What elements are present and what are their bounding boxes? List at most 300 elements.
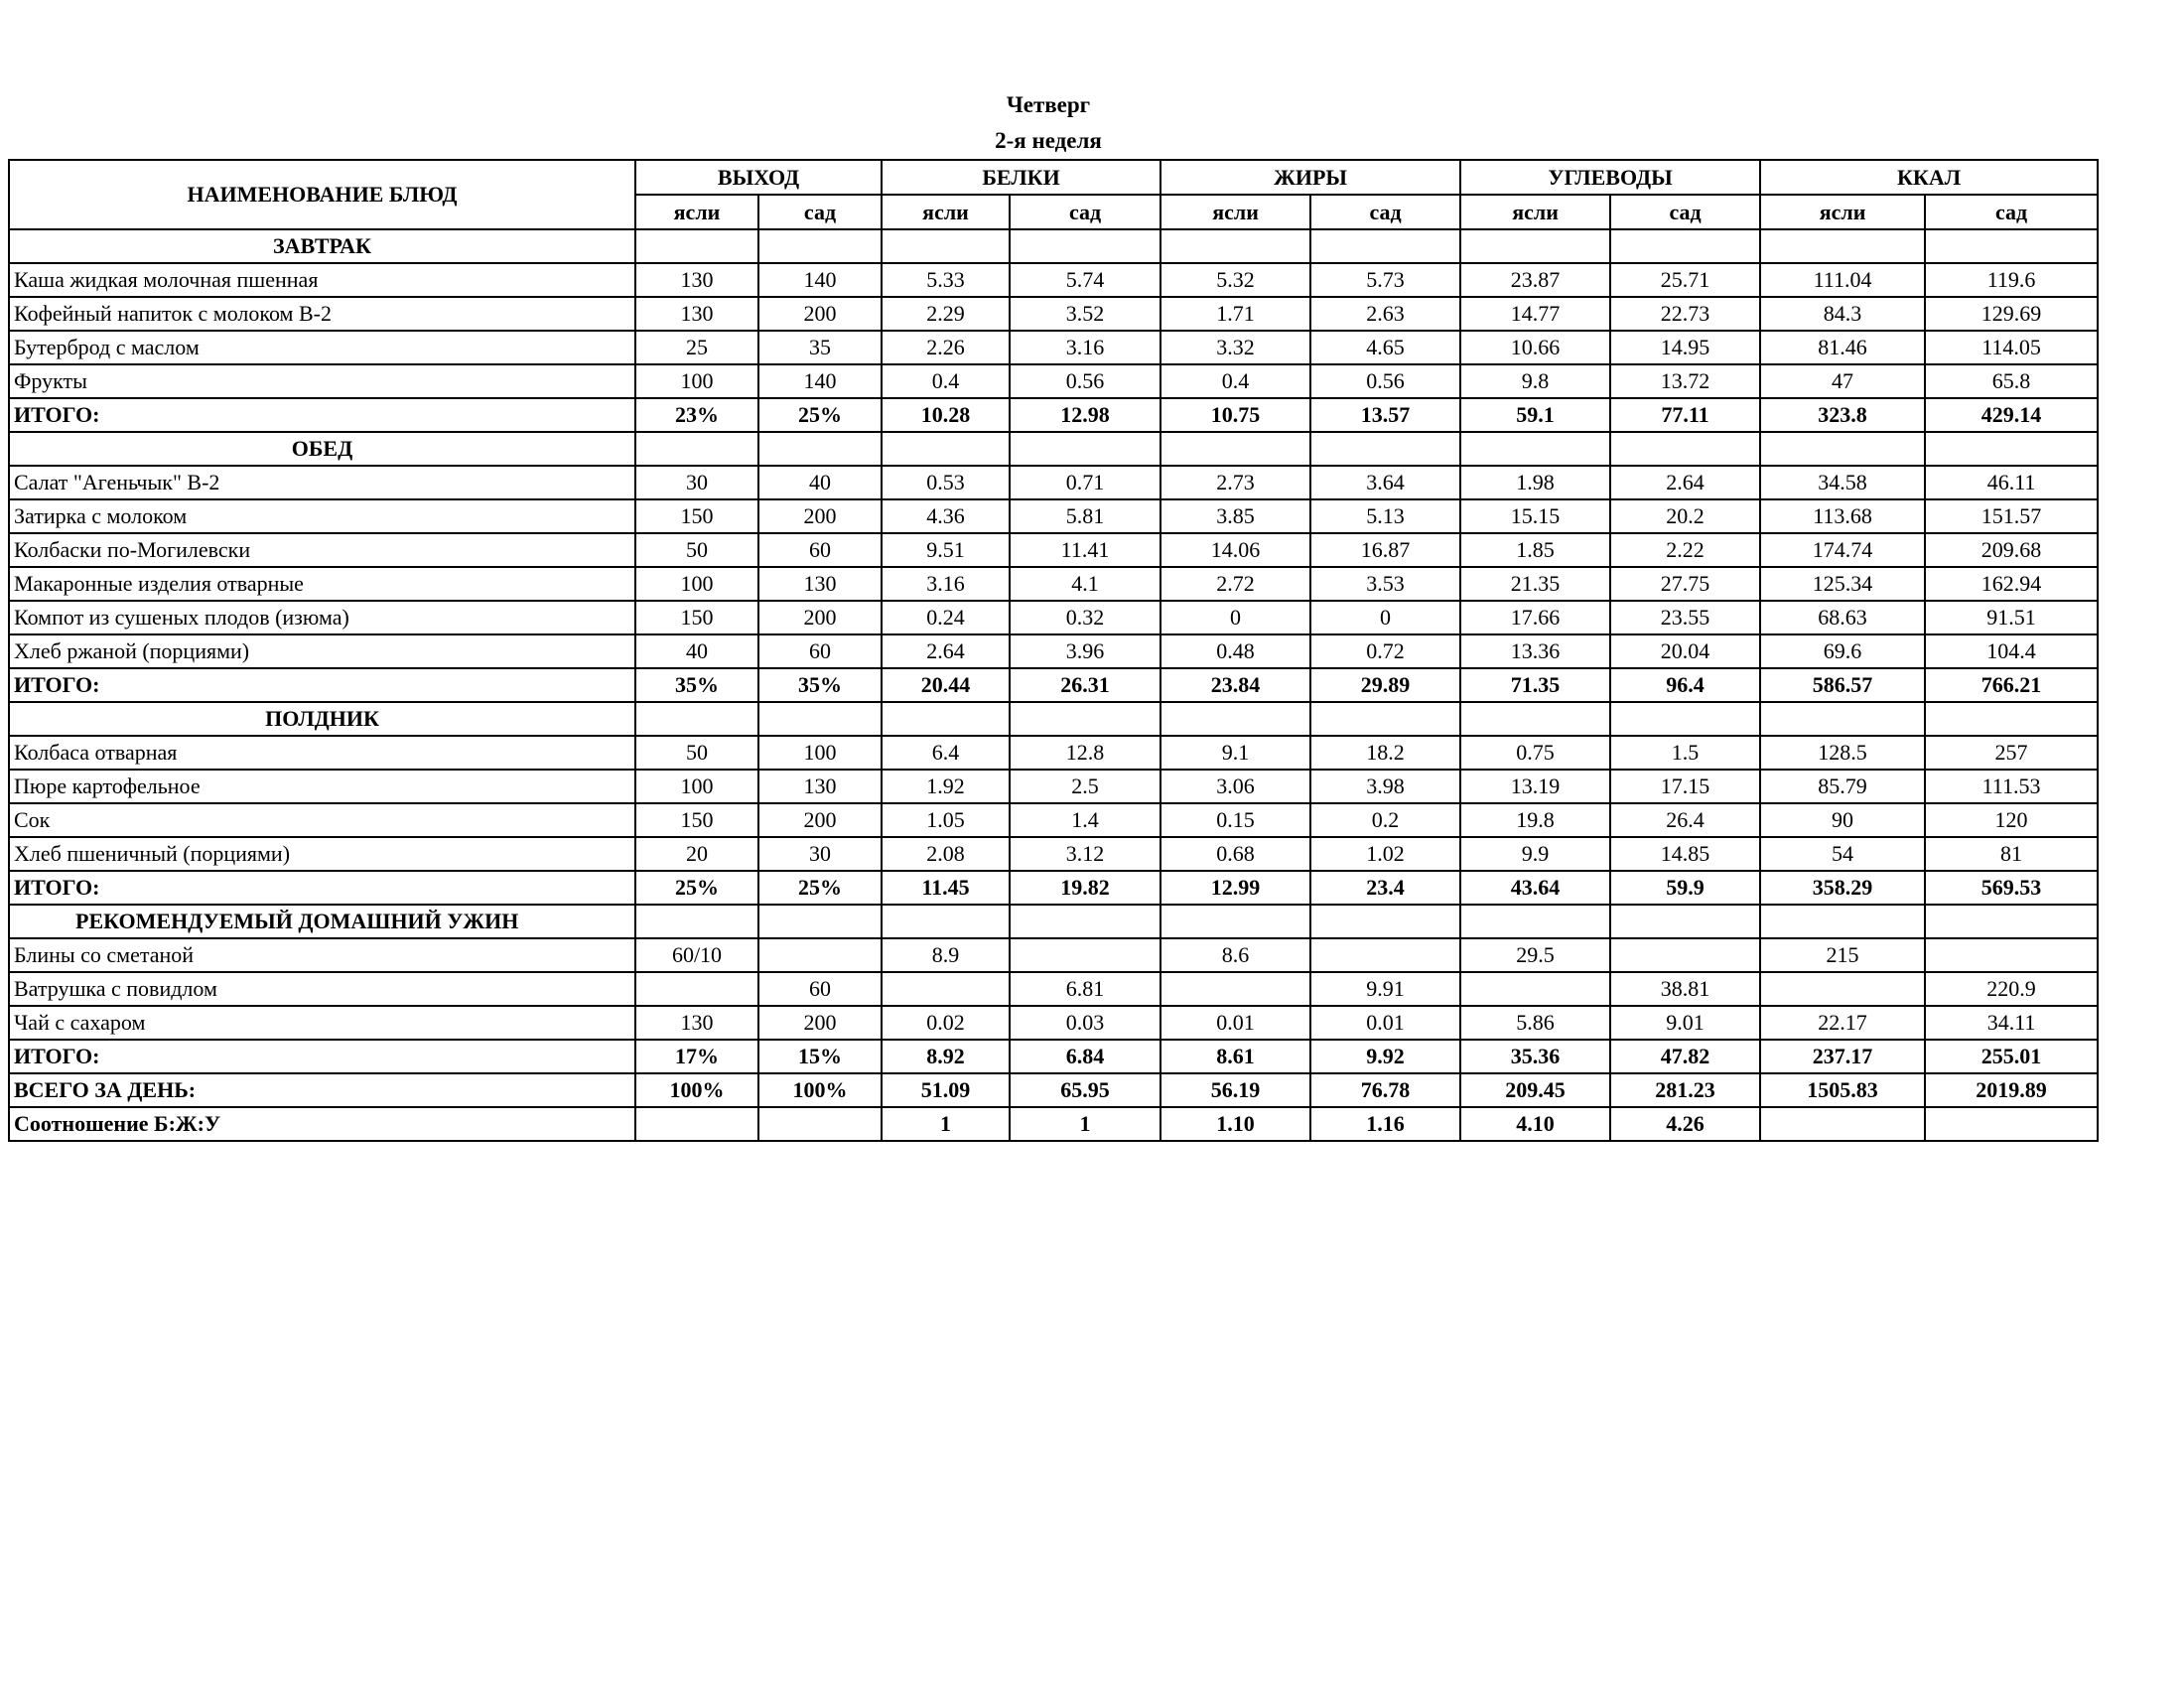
value-cell: 50 [635,533,758,567]
value-cell: 13.72 [1610,364,1760,398]
dish-row [9,803,2098,837]
value-cell: 0.4 [882,364,1010,398]
row-label: ИТОГО: [9,1040,635,1073]
section-header-row [9,229,2098,263]
value-cell: 257 [1925,736,2098,770]
empty-cell [1610,432,1760,466]
dish-row [9,601,2098,634]
value-cell: 323.8 [1760,398,1925,432]
kindergarten-subheader: сад [1010,195,1160,229]
value-cell: 111.04 [1760,263,1925,297]
empty-cell [1160,905,1310,938]
empty-cell [1310,905,1460,938]
value-cell: 21.35 [1460,567,1610,601]
value-cell [758,938,882,972]
value-cell: 54 [1760,837,1925,871]
nursery-subheader: ясли [635,195,758,229]
value-cell: 5.81 [1010,499,1160,533]
dish-name: Кофейный напиток с молоком В-2 [9,297,635,331]
day-title: Четверг [1006,92,1091,117]
value-cell: 0 [1310,601,1460,634]
value-cell: 4.65 [1310,331,1460,364]
value-cell: 4.36 [882,499,1010,533]
value-cell: 130 [758,770,882,803]
value-cell: 43.64 [1460,871,1610,905]
value-cell: 0.53 [882,466,1010,499]
row-label: ИТОГО: [9,871,635,905]
value-cell: 35% [758,668,882,702]
dish-column-header: НАИМЕНОВАНИЕ БЛЮД [9,160,635,229]
empty-cell [1925,702,2098,736]
value-cell: 40 [758,466,882,499]
empty-cell [635,432,758,466]
value-cell: 237.17 [1760,1040,1925,1073]
value-cell: 6.81 [1010,972,1160,1006]
value-cell: 5.73 [1310,263,1460,297]
week-title: 2-я неделя [995,128,1102,153]
section-title: ПОЛДНИК [9,702,635,736]
value-cell: 1.4 [1010,803,1160,837]
value-cell: 2.5 [1010,770,1160,803]
value-cell: 60 [758,972,882,1006]
value-cell: 1.5 [1610,736,1760,770]
value-cell: 215 [1760,938,1925,972]
value-cell: 0.68 [1160,837,1310,871]
row-label: ИТОГО: [9,398,635,432]
value-cell: 8.61 [1160,1040,1310,1073]
value-cell: 200 [758,499,882,533]
dish-name: Пюре картофельное [9,770,635,803]
value-cell: 26.31 [1010,668,1160,702]
empty-cell [882,702,1010,736]
value-cell: 150 [635,803,758,837]
dish-name: Сок [9,803,635,837]
value-cell: 119.6 [1925,263,2098,297]
value-cell: 9.91 [1310,972,1460,1006]
kindergarten-subheader: сад [1925,195,2098,229]
value-cell: 200 [758,803,882,837]
value-cell: 150 [635,499,758,533]
value-cell: 3.52 [1010,297,1160,331]
value-cell: 766.21 [1925,668,2098,702]
value-cell: 20 [635,837,758,871]
value-cell: 76.78 [1310,1073,1460,1107]
dish-row [9,938,2098,972]
value-cell: 0.02 [882,1006,1010,1040]
value-cell: 27.75 [1610,567,1760,601]
value-cell: 14.77 [1460,297,1610,331]
kindergarten-subheader: сад [758,195,882,229]
dish-row [9,331,2098,364]
value-cell: 3.98 [1310,770,1460,803]
value-cell: 2.63 [1310,297,1460,331]
value-cell: 220.9 [1925,972,2098,1006]
value-cell: 586.57 [1760,668,1925,702]
empty-cell [1010,702,1160,736]
value-cell: 10.75 [1160,398,1310,432]
empty-cell [882,432,1010,466]
value-cell: 100% [635,1073,758,1107]
value-cell: 3.64 [1310,466,1460,499]
nursery-subheader: ясли [1460,195,1610,229]
value-cell: 0.56 [1010,364,1160,398]
proteins-group-header: БЕЛКИ [882,160,1160,195]
value-cell: 23.4 [1310,871,1460,905]
dish-row [9,1006,2098,1040]
nursery-subheader: ясли [882,195,1010,229]
value-cell: 15% [758,1040,882,1073]
value-cell: 60 [758,634,882,668]
header-row-groups [9,160,2098,195]
value-cell: 200 [758,297,882,331]
value-cell: 11.41 [1010,533,1160,567]
value-cell: 3.06 [1160,770,1310,803]
empty-cell [1610,702,1760,736]
dish-row [9,364,2098,398]
value-cell: 77.11 [1610,398,1760,432]
value-cell: 2.73 [1160,466,1310,499]
value-cell: 1 [882,1107,1010,1141]
value-cell: 81.46 [1760,331,1925,364]
dish-row [9,770,2098,803]
value-cell: 1505.83 [1760,1073,1925,1107]
kindergarten-subheader: сад [1310,195,1460,229]
dish-row [9,634,2098,668]
value-cell: 22.73 [1610,297,1760,331]
value-cell: 60/10 [635,938,758,972]
value-cell: 4.10 [1460,1107,1610,1141]
value-cell: 15.15 [1460,499,1610,533]
fats-group-header: ЖИРЫ [1160,160,1460,195]
value-cell [1460,972,1610,1006]
value-cell: 9.1 [1160,736,1310,770]
value-cell: 23.87 [1460,263,1610,297]
value-cell: 129.69 [1925,297,2098,331]
value-cell: 0.48 [1160,634,1310,668]
section-total-row [9,398,2098,432]
value-cell: 91.51 [1925,601,2098,634]
value-cell: 104.4 [1925,634,2098,668]
value-cell: 10.66 [1460,331,1610,364]
value-cell: 34.11 [1925,1006,2098,1040]
value-cell: 46.11 [1925,466,2098,499]
value-cell: 255.01 [1925,1040,2098,1073]
value-cell: 18.2 [1310,736,1460,770]
empty-cell [1760,432,1925,466]
value-cell: 1.98 [1460,466,1610,499]
value-cell: 0.2 [1310,803,1460,837]
empty-cell [1925,432,2098,466]
value-cell: 50 [635,736,758,770]
value-cell: 68.63 [1760,601,1925,634]
value-cell: 23.55 [1610,601,1760,634]
value-cell: 20.44 [882,668,1010,702]
empty-cell [1310,229,1460,263]
dish-name: Салат "Агеньчык" В-2 [9,466,635,499]
value-cell: 2.64 [882,634,1010,668]
value-cell: 100 [758,736,882,770]
empty-cell [758,702,882,736]
value-cell: 12.8 [1010,736,1160,770]
value-cell: 25% [758,871,882,905]
value-cell: 17% [635,1040,758,1073]
value-cell: 100 [635,567,758,601]
output-group-header: ВЫХОД [635,160,882,195]
value-cell: 9.92 [1310,1040,1460,1073]
value-cell: 1 [1010,1107,1160,1141]
value-cell: 100 [635,364,758,398]
value-cell: 69.6 [1760,634,1925,668]
value-cell: 12.99 [1160,871,1310,905]
empty-cell [1460,229,1610,263]
value-cell: 3.12 [1010,837,1160,871]
dish-row [9,263,2098,297]
value-cell [635,1107,758,1141]
value-cell: 130 [758,567,882,601]
value-cell: 20.2 [1610,499,1760,533]
document-title [0,87,2097,159]
value-cell: 174.74 [1760,533,1925,567]
value-cell: 29.5 [1460,938,1610,972]
value-cell: 6.4 [882,736,1010,770]
value-cell: 162.94 [1925,567,2098,601]
dish-name: Чай с сахаром [9,1006,635,1040]
empty-cell [1610,229,1760,263]
value-cell: 25% [635,871,758,905]
empty-cell [1460,702,1610,736]
value-cell: 8.92 [882,1040,1010,1073]
menu-body [9,229,2098,1141]
value-cell: 5.86 [1460,1006,1610,1040]
nursery-subheader: ясли [1160,195,1310,229]
value-cell: 200 [758,1006,882,1040]
value-cell: 358.29 [1760,871,1925,905]
value-cell: 209.68 [1925,533,2098,567]
value-cell: 130 [635,263,758,297]
value-cell: 16.87 [1310,533,1460,567]
section-header-row [9,702,2098,736]
empty-cell [1160,432,1310,466]
empty-cell [1460,905,1610,938]
value-cell: 13.57 [1310,398,1460,432]
section-title: ЗАВТРАК [9,229,635,263]
dish-name: Бутерброд с маслом [9,331,635,364]
value-cell: 140 [758,263,882,297]
value-cell: 47 [1760,364,1925,398]
dish-name: Каша жидкая молочная пшенная [9,263,635,297]
value-cell: 11.45 [882,871,1010,905]
empty-cell [758,905,882,938]
dish-row [9,466,2098,499]
dish-name: Хлеб ржаной (порциями) [9,634,635,668]
value-cell: 40 [635,634,758,668]
value-cell: 100 [635,770,758,803]
value-cell: 9.01 [1610,1006,1760,1040]
value-cell: 51.09 [882,1073,1010,1107]
value-cell: 0.24 [882,601,1010,634]
value-cell: 2.08 [882,837,1010,871]
value-cell: 2.26 [882,331,1010,364]
section-title: ОБЕД [9,432,635,466]
value-cell: 114.05 [1925,331,2098,364]
value-cell: 38.81 [1610,972,1760,1006]
value-cell: 35 [758,331,882,364]
empty-cell [1925,229,2098,263]
kcal-group-header: ККАЛ [1760,160,2098,195]
dish-name: Ватрушка с повидлом [9,972,635,1006]
value-cell: 8.9 [882,938,1010,972]
value-cell: 0.32 [1010,601,1160,634]
value-cell: 85.79 [1760,770,1925,803]
value-cell: 34.58 [1760,466,1925,499]
value-cell: 30 [758,837,882,871]
value-cell: 22.17 [1760,1006,1925,1040]
value-cell [882,972,1010,1006]
value-cell: 0.75 [1460,736,1610,770]
dish-name: Блины со сметаной [9,938,635,972]
value-cell: 3.16 [882,567,1010,601]
dish-row [9,736,2098,770]
value-cell [635,972,758,1006]
section-header-row [9,432,2098,466]
value-cell: 47.82 [1610,1040,1760,1073]
value-cell: 140 [758,364,882,398]
empty-cell [1160,702,1310,736]
dish-name: Фрукты [9,364,635,398]
empty-cell [758,432,882,466]
section-total-row [9,1040,2098,1073]
value-cell [758,1107,882,1141]
value-cell: 20.04 [1610,634,1760,668]
dish-row [9,499,2098,533]
section-total-row [9,668,2098,702]
value-cell: 5.74 [1010,263,1160,297]
value-cell: 120 [1925,803,2098,837]
empty-cell [1010,905,1160,938]
value-cell: 150 [635,601,758,634]
value-cell: 25 [635,331,758,364]
empty-cell [1760,229,1925,263]
bju-ratio-row [9,1107,2098,1141]
value-cell: 113.68 [1760,499,1925,533]
value-cell: 1.92 [882,770,1010,803]
value-cell: 65.95 [1010,1073,1160,1107]
value-cell [1760,972,1925,1006]
value-cell: 3.96 [1010,634,1160,668]
value-cell: 128.5 [1760,736,1925,770]
value-cell: 1.02 [1310,837,1460,871]
value-cell: 3.85 [1160,499,1310,533]
value-cell: 9.9 [1460,837,1610,871]
value-cell: 125.34 [1760,567,1925,601]
dish-row [9,567,2098,601]
value-cell: 4.26 [1610,1107,1760,1141]
empty-cell [635,702,758,736]
value-cell: 100% [758,1073,882,1107]
value-cell: 6.84 [1010,1040,1160,1073]
value-cell: 0.56 [1310,364,1460,398]
value-cell: 14.95 [1610,331,1760,364]
value-cell: 2.72 [1160,567,1310,601]
nursery-subheader: ясли [1760,195,1925,229]
value-cell [1310,938,1460,972]
value-cell [1925,938,2098,972]
dish-name: Затирка с молоком [9,499,635,533]
section-total-row [9,871,2098,905]
empty-cell [1925,905,2098,938]
value-cell: 0.15 [1160,803,1310,837]
value-cell: 3.53 [1310,567,1460,601]
value-cell: 25.71 [1610,263,1760,297]
value-cell: 429.14 [1925,398,2098,432]
dish-row [9,533,2098,567]
value-cell: 90 [1760,803,1925,837]
value-cell: 9.51 [882,533,1010,567]
value-cell: 13.36 [1460,634,1610,668]
dish-row [9,837,2098,871]
empty-cell [882,905,1010,938]
empty-cell [882,229,1010,263]
value-cell: 2.29 [882,297,1010,331]
value-cell: 26.4 [1610,803,1760,837]
value-cell: 25% [758,398,882,432]
value-cell: 5.32 [1160,263,1310,297]
dish-name: Хлеб пшеничный (порциями) [9,837,635,871]
value-cell: 0 [1160,601,1310,634]
empty-cell [635,905,758,938]
value-cell: 0.01 [1310,1006,1460,1040]
day-total-row [9,1073,2098,1107]
value-cell: 569.53 [1925,871,2098,905]
empty-cell [1760,702,1925,736]
value-cell: 111.53 [1925,770,2098,803]
value-cell: 71.35 [1460,668,1610,702]
section-header-row [9,905,2098,938]
value-cell: 5.33 [882,263,1010,297]
value-cell: 2019.89 [1925,1073,2098,1107]
dish-name: Макаронные изделия отварные [9,567,635,601]
value-cell: 8.6 [1160,938,1310,972]
value-cell: 1.85 [1460,533,1610,567]
value-cell: 2.64 [1610,466,1760,499]
value-cell: 30 [635,466,758,499]
value-cell: 23.84 [1160,668,1310,702]
kindergarten-subheader: сад [1610,195,1760,229]
empty-cell [635,229,758,263]
value-cell: 0.4 [1160,364,1310,398]
value-cell: 281.23 [1610,1073,1760,1107]
value-cell: 1.16 [1310,1107,1460,1141]
value-cell: 5.13 [1310,499,1460,533]
value-cell: 29.89 [1310,668,1460,702]
value-cell [1010,938,1160,972]
row-label: ИТОГО: [9,668,635,702]
value-cell: 35% [635,668,758,702]
empty-cell [1010,432,1160,466]
section-title: РЕКОМЕНДУЕМЫЙ ДОМАШНИЙ УЖИН [9,905,635,938]
row-label: ВСЕГО ЗА ДЕНЬ: [9,1073,635,1107]
value-cell: 3.32 [1160,331,1310,364]
value-cell: 14.85 [1610,837,1760,871]
value-cell [1760,1107,1925,1141]
empty-cell [1310,702,1460,736]
value-cell: 10.28 [882,398,1010,432]
value-cell: 13.19 [1460,770,1610,803]
empty-cell [758,229,882,263]
value-cell: 151.57 [1925,499,2098,533]
value-cell: 4.1 [1010,567,1160,601]
value-cell: 0.71 [1010,466,1160,499]
